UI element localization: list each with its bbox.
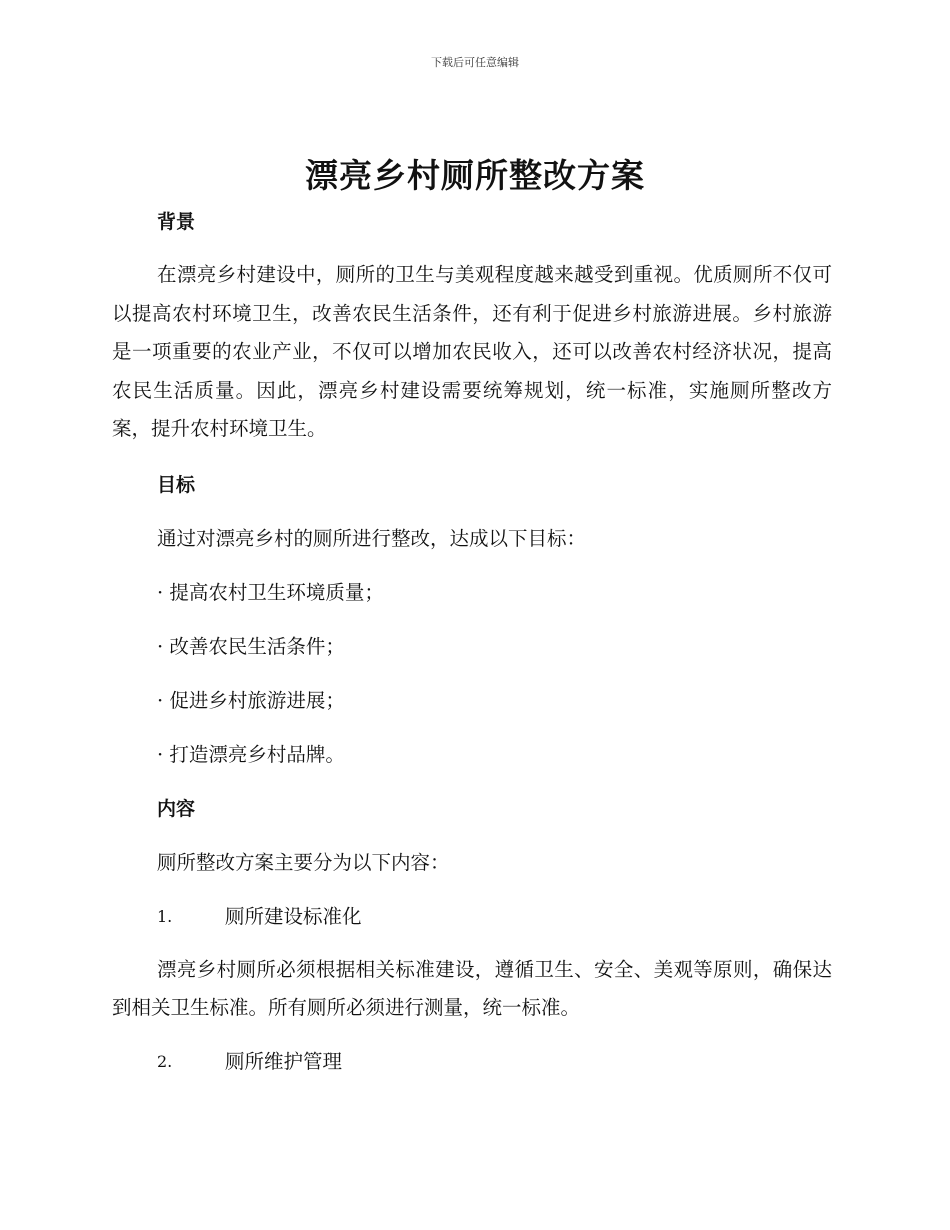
content-item-2 [157,1042,832,1082]
goal-item-2: · 改善农民生活条件； [157,634,345,658]
goal-item-3: · 促进乡村旅游进展； [157,688,345,712]
header-note: 下载后可任意编辑 [431,56,519,69]
background-paragraph: 在漂亮乡村建设中，厕所的卫生与美观程度越来越受到重视。优质厕所不仅可以提高农村环境卫生，改善农民生活条件，还有利于促进乡村旅游进展。乡村旅游是一项重要的农业产业，不仅可以增加农民收入，还可以改善农村经济状况，提高农民生活质量。因此，漂亮乡村建设需要统筹规划，统一标准，实施厕所整改方案，提升农村环境卫生。 [112,263,832,440]
content-item-1 [157,897,832,937]
content-item-1-title: 厕所建设标准化 [225,904,362,928]
goal-item-1: · 提高农村卫生环境质量； [157,580,384,604]
content-item-2-number: 2. [157,1051,173,1071]
goal-item-4: · 打造漂亮乡村品牌。 [157,742,345,766]
goals-intro: 通过对漂亮乡村的厕所进行整改，达成以下目标： [157,526,587,550]
content-intro: 厕所整改方案主要分为以下内容： [157,850,450,874]
content-item-1-paragraph: 漂亮乡村厕所必须根据相关标准建设，遵循卫生、安全、美观等原则，确保达到相关卫生标准。所有厕所必须进行测量，统一标准。 [112,957,832,1019]
heading-background: 背景 [157,211,196,233]
heading-goals: 目标 [157,473,196,496]
content-item-2-title: 厕所维护管理 [225,1049,343,1073]
heading-content: 内容 [157,797,196,820]
document-body [112,200,832,1082]
document-title: 漂亮乡村厕所整改方案 [305,156,645,195]
content-item-1-number: 1. [157,906,173,926]
